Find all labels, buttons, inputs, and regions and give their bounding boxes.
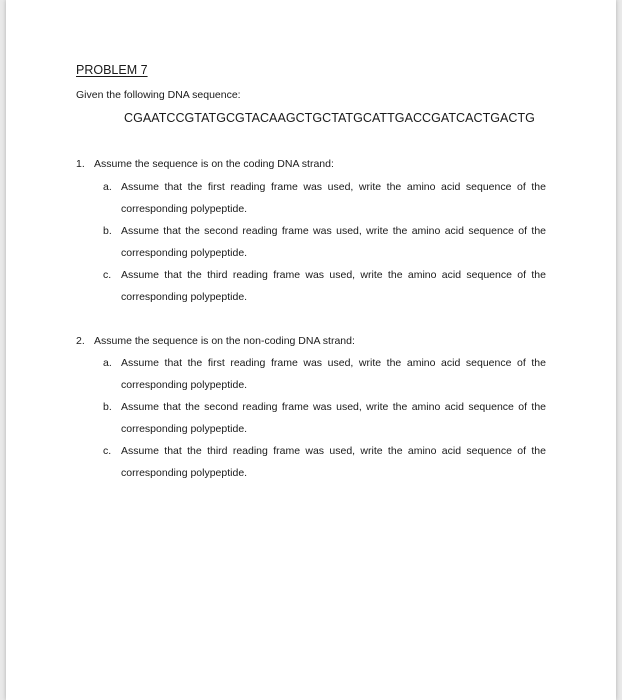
question-2-part-c [103, 440, 546, 484]
question-number: 2. [76, 335, 85, 347]
part-text: Assume that the first reading frame was used, write the amino acid sequence of the corresponding polypeptide. [121, 181, 546, 215]
part-letter: b. [103, 225, 112, 237]
question-number: 1. [76, 158, 85, 170]
part-letter: c. [103, 269, 112, 281]
problem-title: PROBLEM 7 [76, 63, 148, 77]
dna-sequence: CGAATCCGTATGCGTACAAGCTGCTATGCATTGACCGATCACTGACTG [124, 111, 535, 125]
question-2 [76, 335, 355, 347]
part-text: Assume that the second reading frame was used, write the amino acid sequence of the corresponding polypeptide. [121, 225, 546, 259]
part-text: Assume that the third reading frame was used, write the amino acid sequence of the corresponding polypeptide. [121, 269, 546, 303]
question-1-part-a [103, 176, 546, 220]
problem-intro: Given the following DNA sequence: [76, 89, 241, 101]
part-text: Assume that the second reading frame was used, write the amino acid sequence of the corresponding polypeptide. [121, 401, 546, 435]
part-letter: a. [103, 357, 112, 369]
document-page [6, 0, 616, 700]
question-1-part-c [103, 264, 546, 308]
question-1 [76, 158, 334, 170]
part-letter: c. [103, 445, 112, 457]
question-2-part-a [103, 352, 546, 396]
part-text: Assume that the first reading frame was used, write the amino acid sequence of the corresponding polypeptide. [121, 357, 546, 391]
question-text: Assume the sequence is on the coding DNA strand: [94, 158, 334, 170]
question-1-part-b [103, 220, 546, 264]
part-letter: b. [103, 401, 112, 413]
part-text: Assume that the third reading frame was used, write the amino acid sequence of the corresponding polypeptide. [121, 445, 546, 479]
question-text: Assume the sequence is on the non-coding DNA strand: [94, 335, 355, 347]
question-2-part-b [103, 396, 546, 440]
part-letter: a. [103, 181, 112, 193]
